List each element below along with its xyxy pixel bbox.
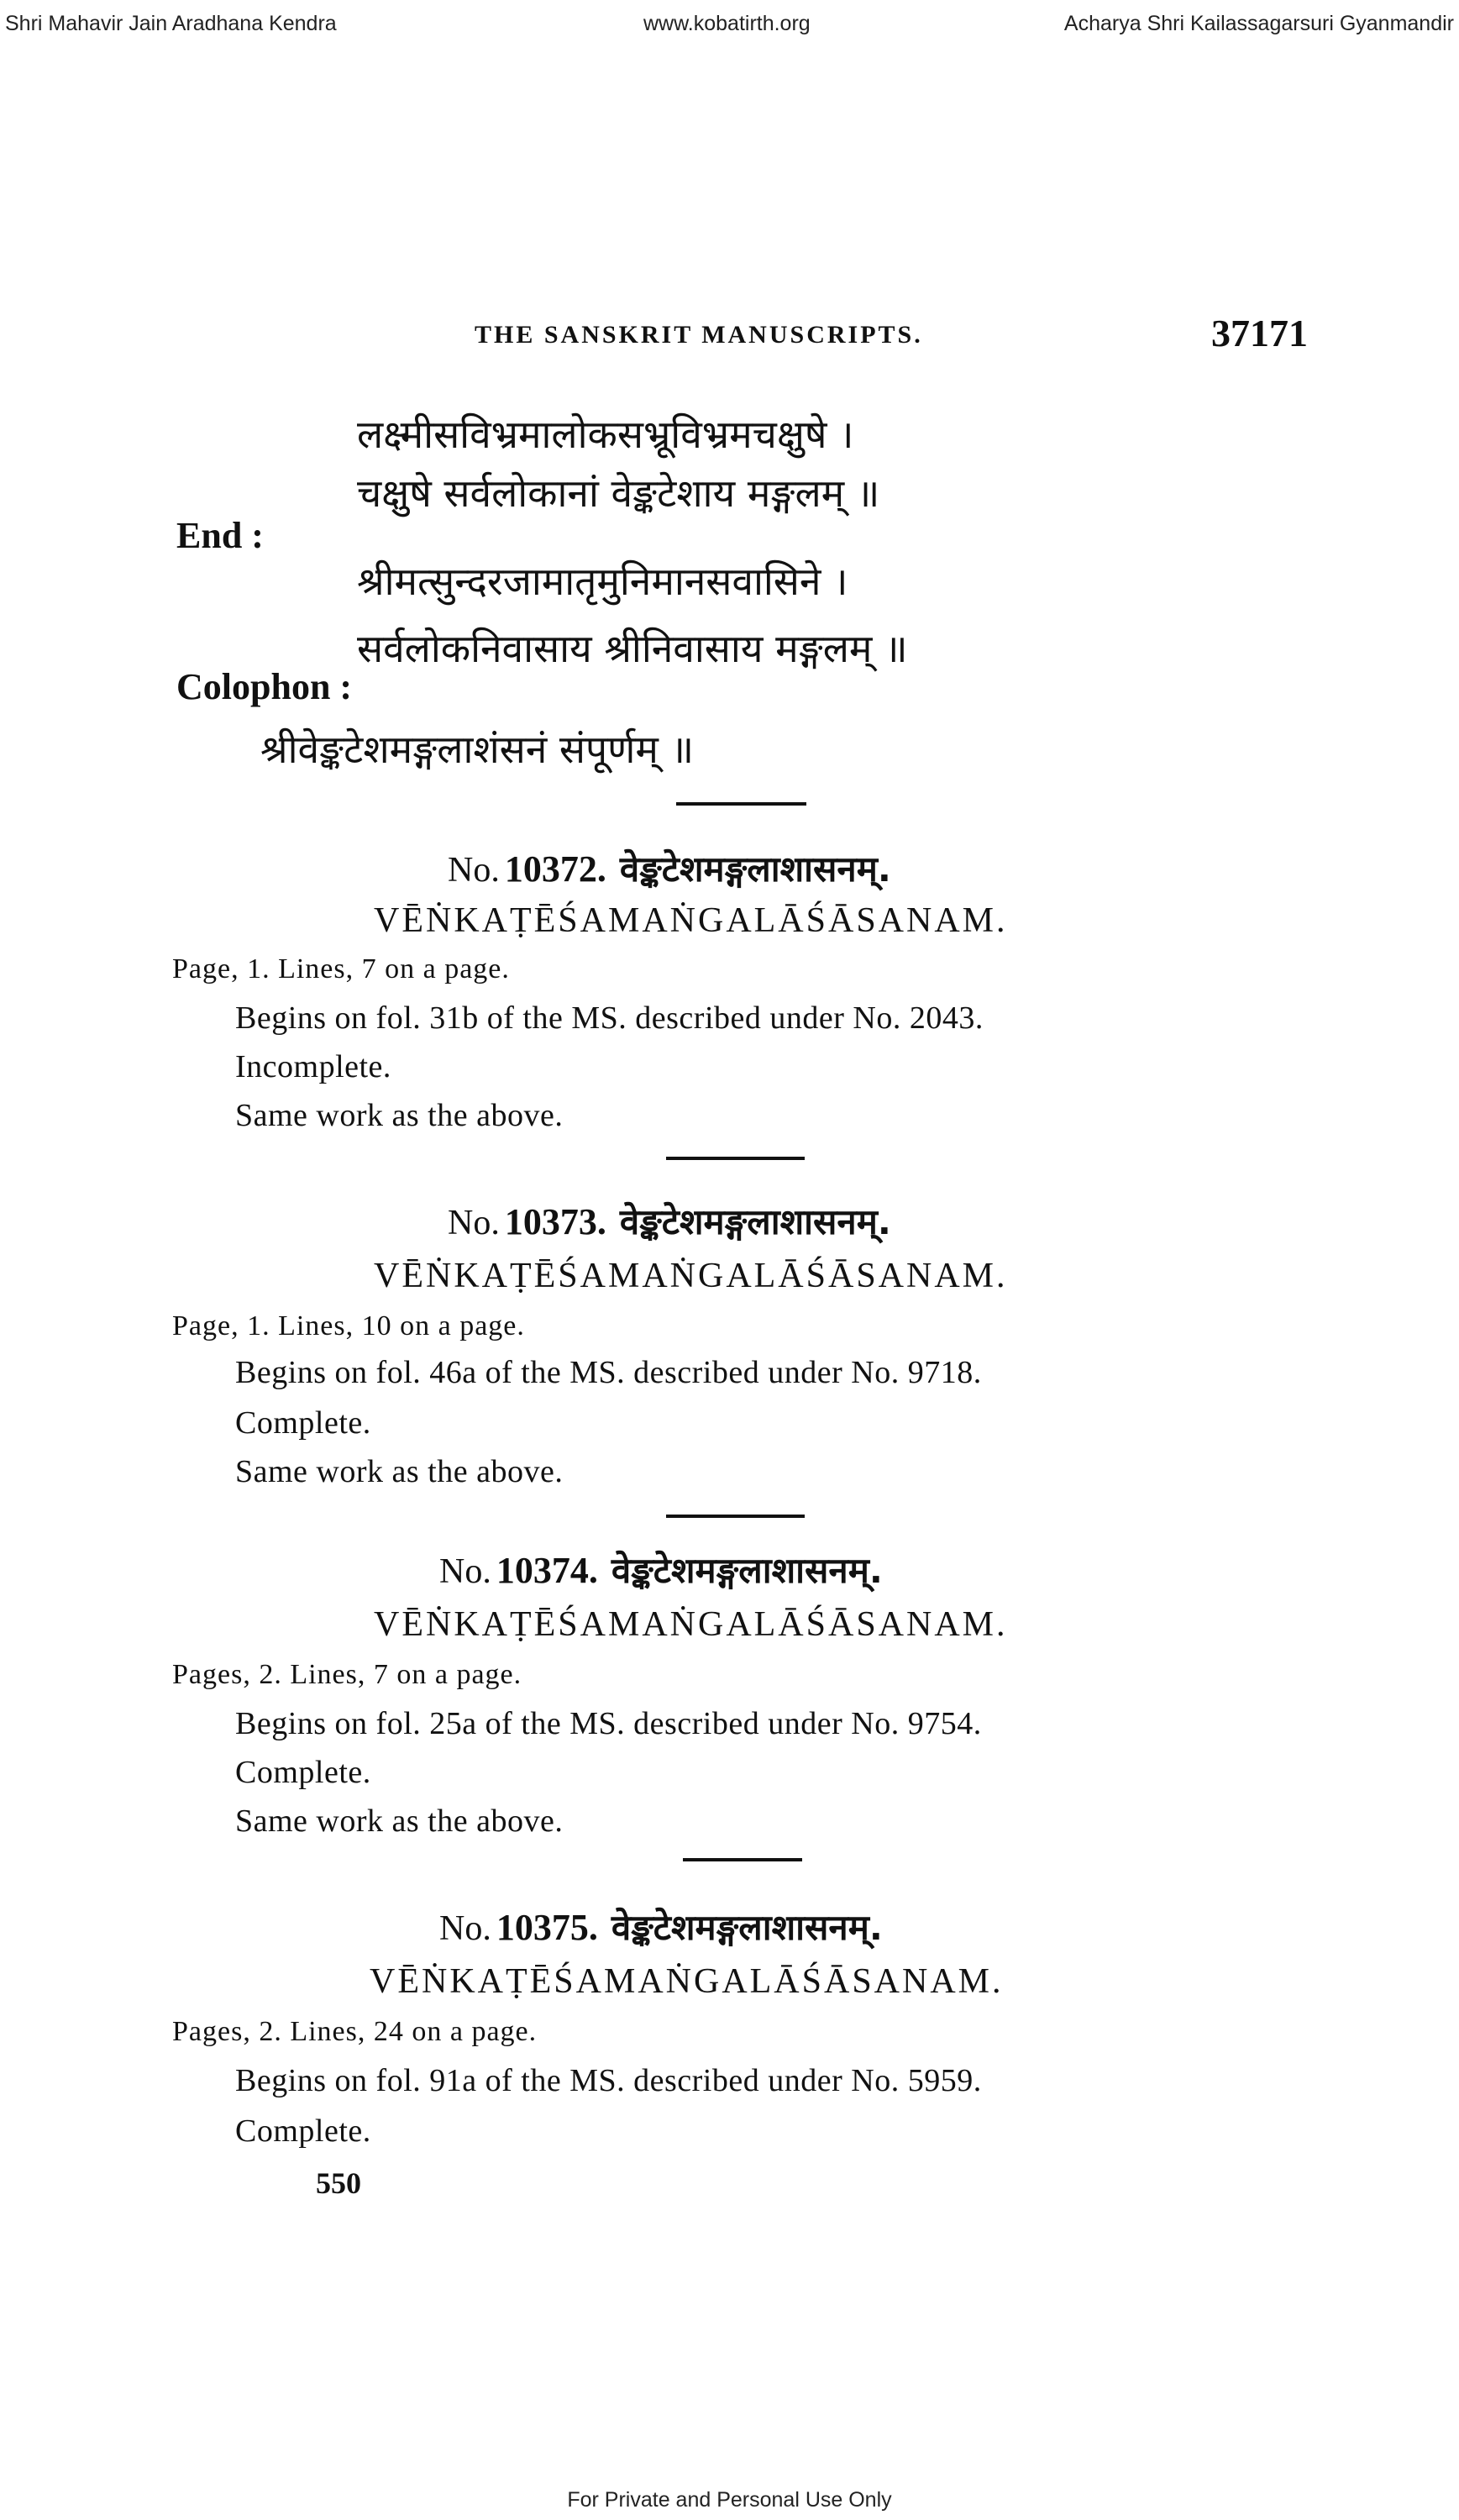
entry-title-devanagari: वेङ्कटेशमङ्गलाशासनम्.: [619, 1201, 891, 1242]
verse-line-2: चक्षुषे सर्वलोकानां वेङ्कटेशाय मङ्गलम् ॥: [357, 470, 880, 516]
entry-no-label: No.: [439, 1552, 491, 1591]
end-line-2: सर्वलोकनिवासाय श्रीनिवासाय मङ्गलम् ॥: [357, 626, 908, 671]
entry-title: [448, 1197, 891, 1245]
entry-line: Begins on fol. 25a of the MS. described under No. 9754.: [235, 1706, 982, 1741]
entry-line: Begins on fol. 46a of the MS. described under No. 9718.: [235, 1355, 982, 1390]
entry-line: Complete.: [235, 2113, 371, 2149]
entry-title: [439, 1546, 883, 1593]
end-line-1: श्रीमत्सुन्दरजामातृमुनिमानसवासिने ।: [357, 559, 848, 604]
entry-line: Same work as the above.: [235, 1803, 564, 1839]
header-left-text: Shri Mahavir Jain Aradhana Kendra: [5, 12, 337, 35]
entry-title-devanagari: वेङ्कटेशमङ्गलाशासनम्.: [611, 1550, 883, 1591]
colophon-label: Colophon :: [176, 666, 353, 707]
entry-no-label: No.: [439, 1909, 491, 1948]
section-divider: [666, 1157, 805, 1160]
entry-title: [448, 844, 891, 892]
entry-number: 10374.: [496, 1550, 598, 1591]
entry-title-roman: VĒṄKAṬĒŚAMAṄGALĀŚĀSANAM.: [370, 1962, 1004, 2001]
header-center-url: www.kobatirth.org: [643, 12, 811, 35]
entry-meta: Pages, 2. Lines, 24 on a page.: [172, 2016, 538, 2047]
entry-title-devanagari: वेङ्कटेशमङ्गलाशासनम्.: [611, 1907, 883, 1948]
section-divider: [683, 1858, 802, 1861]
entry-title-roman: VĒṄKAṬĒŚAMAṄGALĀŚĀSANAM.: [374, 1257, 1008, 1295]
entry-line: Complete.: [235, 1405, 371, 1441]
page-reference-number: 37171: [1211, 312, 1308, 354]
entry-line: Same work as the above.: [235, 1454, 564, 1489]
entry-line: Same work as the above.: [235, 1098, 564, 1133]
entry-number: 10372.: [504, 848, 606, 890]
end-label: End :: [176, 515, 264, 556]
entry-meta: Page, 1. Lines, 10 on a page.: [172, 1310, 525, 1341]
footer-note: For Private and Personal Use Only: [567, 2488, 892, 2512]
entry-title-roman: VĒṄKAṬĒŚAMAṄGALĀŚĀSANAM.: [374, 1605, 1008, 1644]
entry-no-label: No.: [448, 1204, 500, 1242]
running-head: THE SANSKRIT MANUSCRIPTS.: [475, 321, 923, 349]
entry-line: Complete.: [235, 1755, 371, 1790]
section-divider: [666, 1515, 805, 1518]
entry-line: Incomplete.: [235, 1049, 391, 1084]
colophon-text: श्रीवेङ्कटेशमङ्गलाशंसनं संपूर्णम् ॥: [260, 727, 695, 772]
entry-number: 10375.: [496, 1907, 598, 1948]
page-number: 550: [316, 2166, 361, 2200]
entry-line: Begins on fol. 91a of the MS. described under No. 5959.: [235, 2063, 982, 2098]
entry-title: [439, 1903, 883, 1950]
section-divider: [676, 802, 806, 806]
entry-no-label: No.: [448, 851, 500, 890]
entry-meta: Page, 1. Lines, 7 on a page.: [172, 953, 510, 984]
verse-line-1: लक्ष्मीसविभ्रमालोकसभ्रूविभ्रमचक्षुषे ।: [357, 412, 854, 457]
entry-meta: Pages, 2. Lines, 7 on a page.: [172, 1659, 522, 1690]
entry-number: 10373.: [504, 1201, 606, 1242]
entry-title-devanagari: वेङ्कटेशमङ्गलाशासनम्.: [619, 848, 891, 890]
header-right-text: Acharya Shri Kailassagarsuri Gyanmandir: [1063, 12, 1454, 35]
entry-title-roman: VĒṄKAṬĒŚAMAṄGALĀŚĀSANAM.: [374, 901, 1008, 940]
entry-line: Begins on fol. 31b of the MS. described under No. 2043.: [235, 1000, 984, 1036]
